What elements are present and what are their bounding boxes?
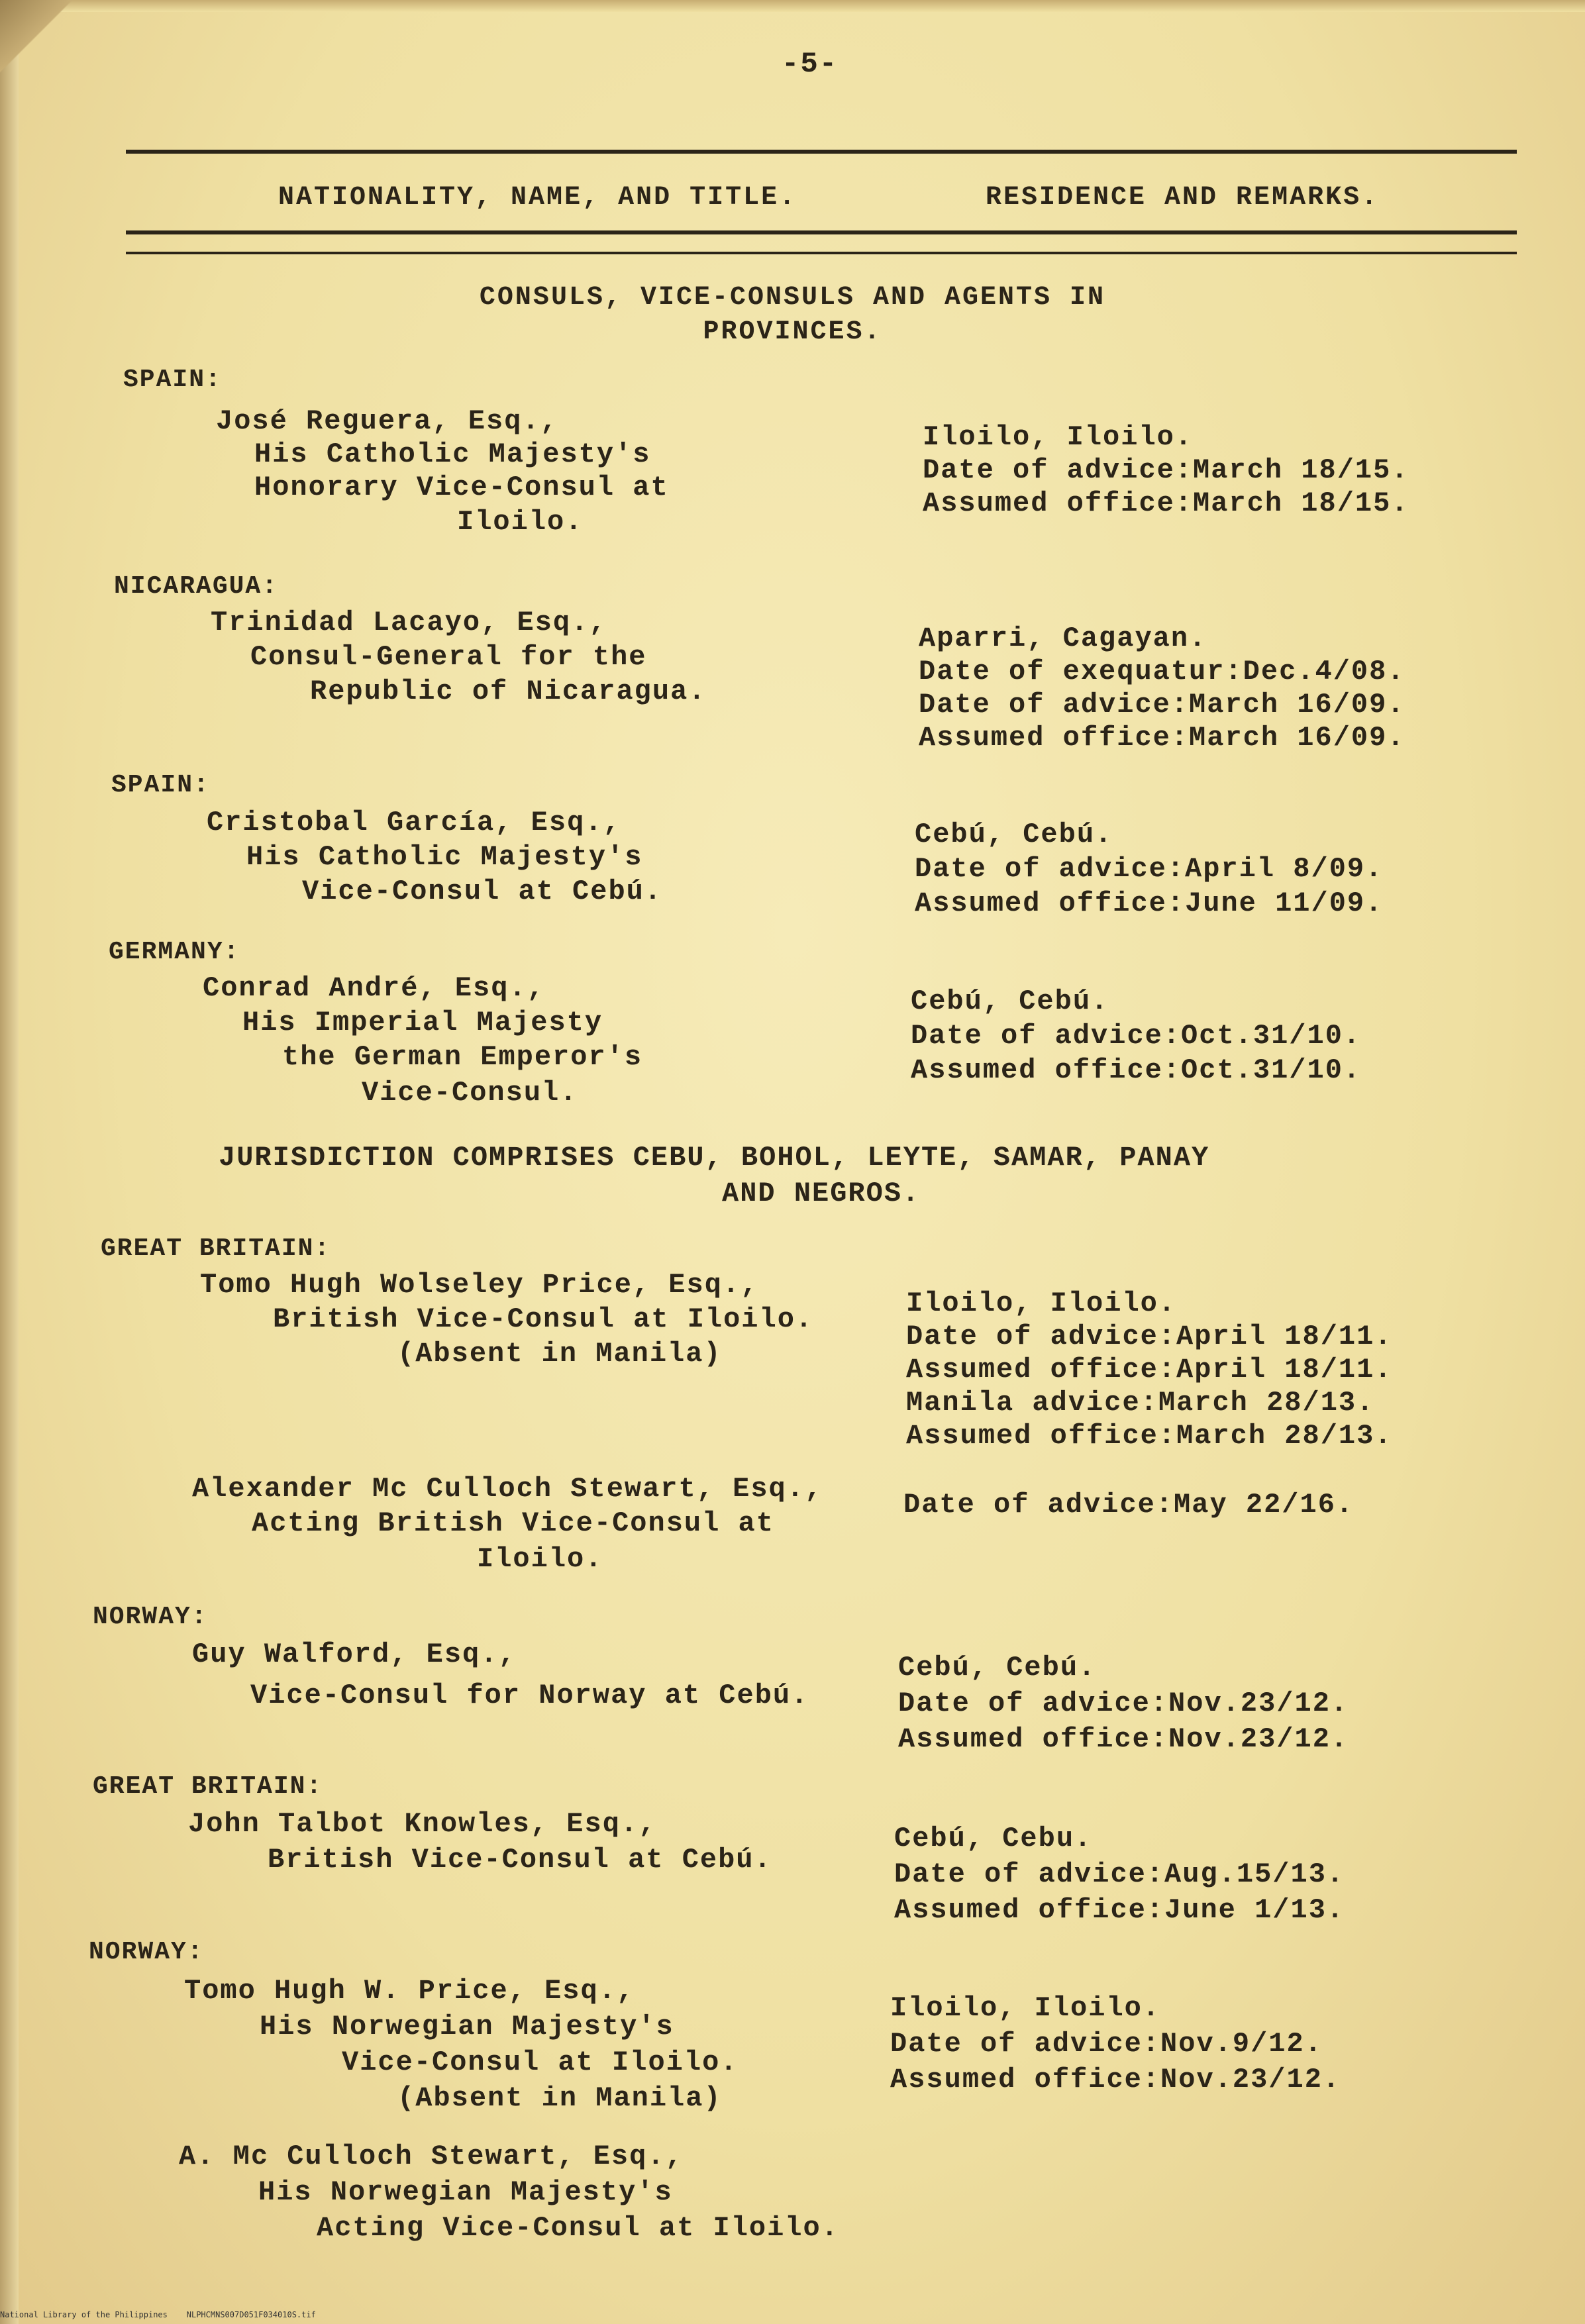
entry-name-line: His Imperial Majesty xyxy=(242,1007,603,1038)
entry-name-line: Vice-Consul for Norway at Cebú. xyxy=(250,1680,809,1711)
header-rule-double xyxy=(126,252,1517,254)
entry-name-line: Consul-General for the xyxy=(250,641,647,673)
entry-remark-line: Iloilo, Iloilo. xyxy=(906,1288,1177,1319)
scan-footer: National Library of the Philippines NLPHCMNS007D051F034010S.tif xyxy=(0,2310,316,2319)
entry-name-line: Trinidad Lacayo, Esq., xyxy=(211,607,607,638)
section-title-line-1: CONSULS, VICE-CONSULS AND AGENTS IN xyxy=(479,283,1106,313)
entry-remark-line: Date of advice:April 18/11. xyxy=(906,1321,1393,1352)
entry-country: GREAT BRITAIN: xyxy=(93,1772,323,1801)
entry-remark-line: Date of advice:Aug.15/13. xyxy=(894,1858,1345,1890)
entry-name-line: (Absent in Manila) xyxy=(397,1338,722,1370)
entry-name-line: British Vice-Consul at Iloilo. xyxy=(273,1303,814,1335)
entry-remark-line: Date of advice:Oct.31/10. xyxy=(911,1020,1362,1052)
entry-name-line: Iloilo. xyxy=(477,1543,603,1575)
entry-country: NORWAY: xyxy=(89,1938,204,1966)
entry-name-line: Honorary Vice-Consul at xyxy=(254,472,669,503)
entry-remark-line: Date of advice:April 8/09. xyxy=(915,853,1384,885)
jurisdiction-note-line-2: AND NEGROS. xyxy=(722,1178,921,1209)
entry-remark-line: Cebú, Cebú. xyxy=(898,1652,1097,1684)
folded-corner xyxy=(0,0,79,99)
entry-country: NORWAY: xyxy=(93,1603,208,1631)
entry-name-line: Acting Vice-Consul at Iloilo. xyxy=(317,2212,839,2244)
entry-remark-line: Assumed office:March 28/13. xyxy=(906,1420,1393,1452)
entry-name-line: Cristobal García, Esq., xyxy=(207,807,621,838)
entry-name-line: His Catholic Majesty's xyxy=(254,438,651,470)
entry-country: SPAIN: xyxy=(123,366,222,394)
entry-name-line: His Norwegian Majesty's xyxy=(260,2011,674,2043)
entry-name-line: Acting British Vice-Consul at xyxy=(252,1507,774,1539)
entry-name-line: Vice-Consul at Iloilo. xyxy=(342,2046,739,2078)
entry-name-line: His Norwegian Majesty's xyxy=(258,2176,673,2208)
entry-country: GREAT BRITAIN: xyxy=(101,1235,331,1263)
entry-remark-line: Cebú, Cebú. xyxy=(911,985,1109,1017)
page-edge-top xyxy=(0,0,1585,12)
entry-name-line: Republic of Nicaragua. xyxy=(310,676,707,707)
column-header-nationality: NATIONALITY, NAME, AND TITLE. xyxy=(278,183,797,213)
entry-name-line: John Talbot Knowles, Esq., xyxy=(188,1808,657,1840)
entry-remark-line: Assumed office:March 18/15. xyxy=(923,487,1409,519)
entry-remark-line: Assumed office:June 11/09. xyxy=(915,887,1384,919)
entry-remark-line: Assumed office:March 16/09. xyxy=(919,722,1406,754)
entry-name-line: Iloilo. xyxy=(457,506,584,538)
entry-remark-line: Date of advice:Nov.9/12. xyxy=(890,2028,1323,2060)
entry-country: SPAIN: xyxy=(111,771,210,799)
entry-remark-line: Manila advice:March 28/13. xyxy=(906,1387,1375,1419)
entry-name-line: A. Mc Culloch Stewart, Esq., xyxy=(179,2141,684,2172)
entry-name-line: Conrad André, Esq., xyxy=(203,972,545,1004)
jurisdiction-note-line-1: JURISDICTION COMPRISES CEBU, BOHOL, LEYTE, SAMAR, PANAY xyxy=(219,1142,1210,1174)
entry-name-line: Tomo Hugh Wolseley Price, Esq., xyxy=(200,1269,759,1301)
entry-remark-line: Iloilo, Iloilo. xyxy=(890,1992,1161,2024)
entry-remark-line: Date of advice:March 16/09. xyxy=(919,689,1406,721)
entry-name-line: Tomo Hugh W. Price, Esq., xyxy=(184,1975,635,2007)
entry-name-line: Vice-Consul at Cebú. xyxy=(302,876,663,907)
entry-name-line: Guy Walford, Esq., xyxy=(192,1639,517,1670)
entry-remark-line: Cebú, Cebú. xyxy=(915,819,1113,850)
header-rule-bottom xyxy=(126,230,1517,234)
entry-remark-line: Assumed office:Nov.23/12. xyxy=(898,1723,1349,1755)
entry-name-line: José Reguera, Esq., xyxy=(216,405,558,437)
entry-name-line: British Vice-Consul at Cebú. xyxy=(268,1844,772,1876)
entry-country: NICARAGUA: xyxy=(114,572,279,601)
entry-remark-line: Iloilo, Iloilo. xyxy=(923,421,1194,453)
entry-remark-line: Cebú, Cebu. xyxy=(894,1823,1093,1854)
entry-remark-line: Assumed office:April 18/11. xyxy=(906,1354,1393,1386)
entry-name-line: the German Emperor's xyxy=(282,1041,643,1073)
section-title-line-2: PROVINCES. xyxy=(703,317,882,347)
entry-country: GERMANY: xyxy=(109,938,240,966)
entry-remark-line: Date of advice:May 22/16. xyxy=(903,1489,1355,1521)
entry-name-line: Alexander Mc Culloch Stewart, Esq., xyxy=(192,1473,823,1505)
header-rule-top xyxy=(126,150,1517,154)
entry-name-line: His Catholic Majesty's xyxy=(246,841,643,873)
entry-remark-line: Date of advice:March 18/15. xyxy=(923,454,1409,486)
entry-remark-line: Date of exequatur:Dec.4/08. xyxy=(919,656,1406,687)
entry-remark-line: Assumed office:Oct.31/10. xyxy=(911,1054,1362,1086)
column-header-residence: RESIDENCE AND REMARKS. xyxy=(986,183,1380,213)
entry-remark-line: Assumed office:June 1/13. xyxy=(894,1894,1345,1926)
entry-name-line: (Absent in Manila) xyxy=(397,2082,722,2114)
entry-remark-line: Assumed office:Nov.23/12. xyxy=(890,2064,1341,2096)
entry-remark-line: Aparri, Cagayan. xyxy=(919,623,1207,654)
entry-remark-line: Date of advice:Nov.23/12. xyxy=(898,1688,1349,1719)
page-number: -5- xyxy=(782,48,839,81)
entry-name-line: Vice-Consul. xyxy=(362,1077,578,1109)
